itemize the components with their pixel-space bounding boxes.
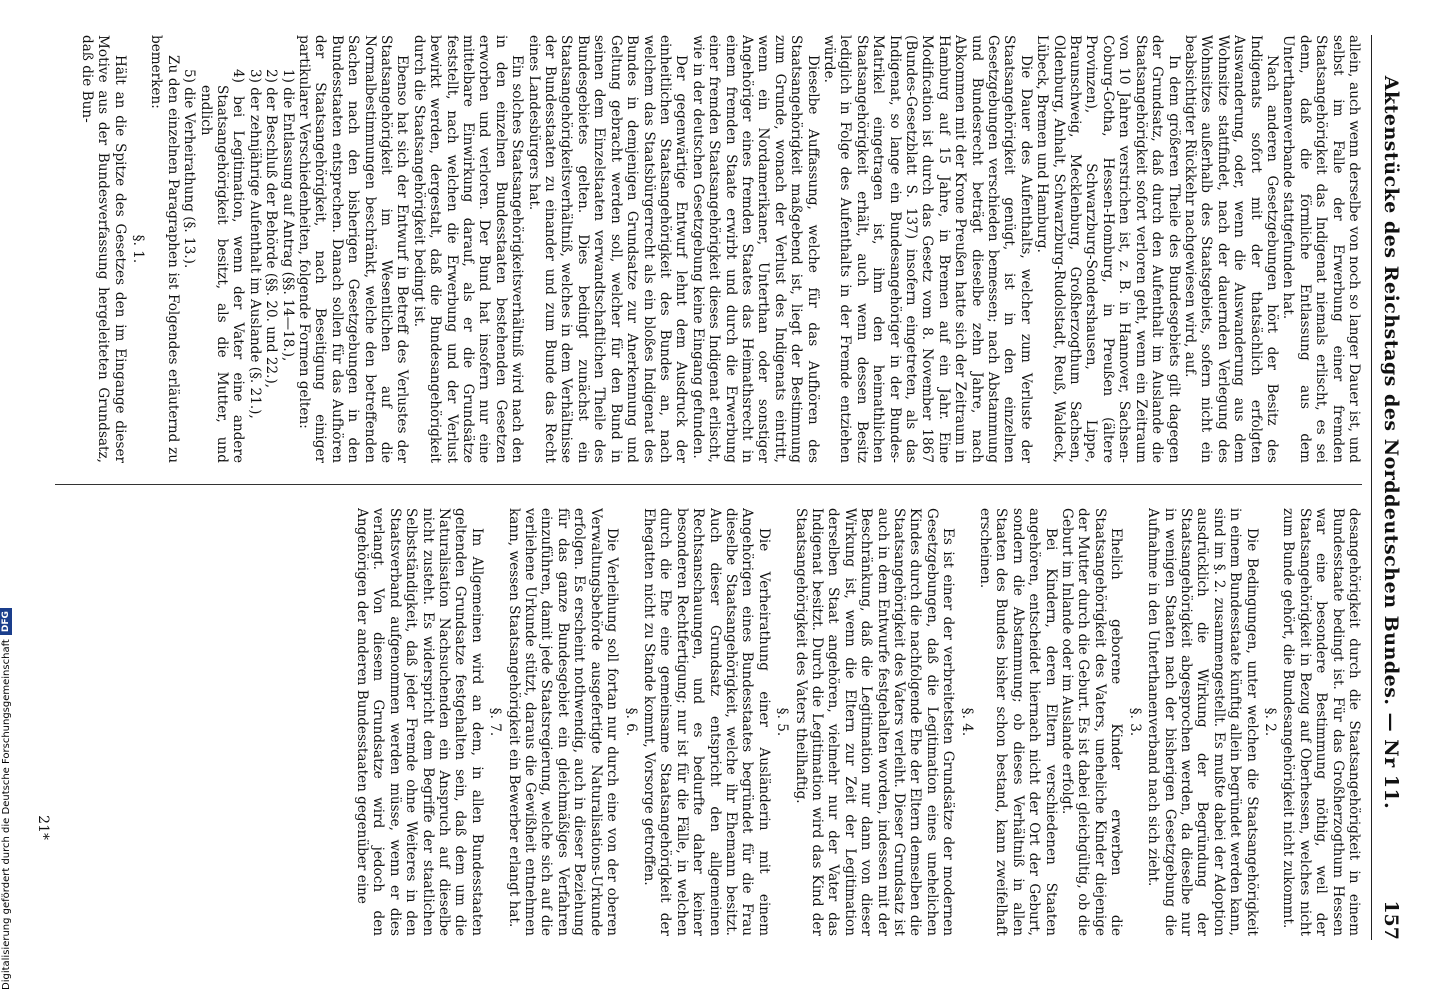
- list-item: 2) der Beschluß der Behörde (§§. 20. und 22.),: [263, 69, 280, 389]
- sheet-signature: 21*: [35, 815, 51, 840]
- column-divider: [55, 484, 1362, 485]
- footer-text: Digitalisierung gefördert durch die Deutsche Forschungsgemeinschaft: [1, 639, 12, 990]
- section-heading: §. 1.: [129, 234, 146, 264]
- left-column: [55, 35, 1362, 463]
- dfg-logo-icon: DFG: [0, 608, 12, 635]
- paragraph: Nach anderen Gesetzgebungen hört der Besitz des Indigenats sofort mit der thatsächlich erfolgten Auswanderung, oder, wenn die Auswanderung aus dem Wohnsitze stattfindet, nach der dauernden Verlegung des Wohnsitzes außerhalb des Staatsgebiets, sofern nicht ein beabsichtigter Rückkehr nachgewiesen wird, auf.: [1181, 35, 1280, 463]
- section-heading: §. 7.: [487, 707, 504, 737]
- page-header: [1378, 35, 1402, 940]
- page-number: 157: [1380, 900, 1402, 940]
- paragraph: Ein solches Staatsangehörigkeitsverhältniß wird nach den in den einzelnen Bundesstaaten bestehenden Gesetzen erworben und verloren. Der Bund hat insofern nur eine mittelbare Einwirkung darauf, als er die Grundsätze feststellt, nach welchen die Erwerbung und der Verlust bewirkt werden, dergestalt, daß die Bundesangehörigkeit durch die Staatsangehörigkeit bedingt ist.: [410, 35, 526, 463]
- section-heading: §. 4.: [958, 707, 975, 737]
- running-title: Aktenstücke des Reichstags des Norddeutschen Bundes. — Nr 11.: [1380, 75, 1402, 810]
- section-heading: §. 3.: [1126, 707, 1143, 737]
- paragraph: Es ist einer der verbreitetsten Grundsätze der modernen Gesetzgebungen, daß die Legitimation eines unehelichen Kindes durch die nachfolgende Ehe der Eltern demselben die Staatsangehörigkeit des Vaters verleiht. Dieser Grundsatz ist auch in dem Entwurfe festgehalten worden, indessen mit der Beschränkung, daß die Legitimation nur dann von dieser Wirkung ist, wenn die Eltern zur Zeit der Legitimation derselben Staat angehören, vielmehr nur der Vater das Indigenat besitzt. Durch die Legitimation wird das Kind der Staatsangehörigkeit des Vaters theilhaftig.: [792, 508, 957, 936]
- paragraph: Im Allgemeinen wird an dem, in allen Bundesstaaten geltenden Grundsatze festgehalten sein, daß dem um die Naturalisation Nachsuchenden ein Anspruch auf dieselbe nicht zusteht. Es widerspricht dem Begriffe der staatlichen Selbstständigkeit, daß jeder Fremde ohne Weiteres in den Staatsverband aufgenommen werden müsse, wenn er dies verlangt. Von diesem Grundsatze wird jedoch den Angehörigen der anderen Bundesstaaten gegenüber eine: [354, 508, 485, 936]
- paragraph: Die Verleihung soll fortan nur durch eine von der oberen Verwaltungsbehörde ausgefertigte Naturalisations-Urkunde erfolgen. Es erscheint nothwendig, auch in dieser Beziehung für das ganze Bundesgebiet ein gleichmäßiges Verfahren einzuführen, damit jede Staatsregierung, welche sich auf die verliehene Urkunde stützt, daraus die Gewißheit entnehmen kann, wessen Staatsangehörigkeit ein Bewerber erlangt hat.: [505, 508, 621, 936]
- paragraph: Hält an die Spitze des Gesetzes den im Eingange dieser Motive aus der Bundesverfassung hergeleiteten Grundsatz, daß die Bun-: [78, 35, 128, 463]
- paragraph: desangehörigkeit durch die Staatsangehörigkeit in einem Bundesstaate bedingt ist. Für das Großherzogthum Hessen war eine besondere Bestimmung nöthig, weil der Staatsangehörigkeit in Bezug auf Oberhessen, welches nicht zum Bunde gehört, die Bundesangehörigkeit nicht zukommt.: [1280, 508, 1362, 936]
- paragraph: Ehelich geborene Kinder erwerben die Staatsangehörigkeit des Vaters, uneheliche Kinder diejenige der Mutter durch die Geburt. Es ist dabei gleichgültig, ob die Geburt im Inlande oder im Auslande erfolgt.: [1059, 508, 1125, 936]
- paragraph: allein, auch wenn derselbe von noch so langer Dauer ist, und selbst im Falle der Erwerbung einer fremden Staatsangehörigkeit das Indigenat niemals erlischt, es sei denn, daß die förmliche Entlassung aus dem Unterthanenverbande stattgefunden hat.: [1280, 35, 1362, 463]
- paragraph: Zu den einzelnen Paragraphen ist Folgendes erläuternd zu bemerken:: [148, 35, 181, 463]
- list-item: 5) die Verheirathung (§. 13.).: [181, 69, 198, 269]
- paragraph: Die Bedingungen, unter welchen die Staatsangehörigkeit in einem Bundesstaate künftig allein begründet werden kann, sind im §. 2. zusammengestellt. Es mußte dabei der Adoption ausdrücklich die Wirkung der Begründung der Staatsangehörigkeit abgesprochen werden, da dieselbe nur in wenigen Staaten nach der bisherigen Gesetzgebung die Aufnahme in den Unterthanenverband nach sich zieht.: [1145, 508, 1260, 936]
- paragraph: In dem größeren Theile des Bundesgebiets gilt dagegen der Grundsatz, daß durch den Aufenthalt im Auslande die Staatsangehörigkeit sofort verloren geht, wenn ein Zeitraum von 10 Jahren verstrichen ist, z. B. in Hannover, Sachsen-Coburg-Gotha, Hessen-Homburg, in Preußen (ältere Provinzen), Schwarzburg-Sondershausen, Lippe, Braunschweig, Mecklenburg, Großherzogthum Sachsen, Oldenburg, Anhalt, Schwarzburg-Rudolstadt, Reuß, Waldeck, Lübeck, Bremen und Hamburg.: [1034, 35, 1182, 463]
- paragraph: Die Dauer des Aufenthalts, welcher zum Verluste der Staatsangehörigkeit genügt, ist in den einzelnen Gesetzgebungen verschieden bemessen; nach Abstammung und Bundesrecht beträgt dieselbe zehn Jahre, nach Abkommen mit der Krone Preußen hatte sich der Zeitraum in Hamburg auf 15 Jahre, in Bremen auf ein Jahr. Eine Modification ist durch das Gesetz vom 8. November 1867 (Bundes-Gesetzblatt S. 137) insofern eingetreten, als das Indigenat, so lange ein Bundesangehöriger in der Bundes-Matrikel eingetragen ist, ihm den heimathlichen Staatsangehörigkeit erhält, auch wenn dessen Besitz lediglich in Folge des Aufenthalts in der Fremde entziehen würde.: [821, 35, 1034, 463]
- digitization-footer: [0, 0, 14, 1000]
- paragraph: Bei Kindern, deren Eltern verschiedenen Staaten angehören, entscheidet hiernach nicht der Ort der Geburt, sondern die Abstammung; ob dieses Verhältniß in allen Staaten des Bundes bisher schon bestand, kann zweifelhaft erscheinen.: [977, 508, 1059, 936]
- list-item: 4) bei Legitimation, wenn der Vater eine andere Staatsangehörigkeit besitzt, als die Mutter, und endlich: [197, 69, 247, 463]
- section-heading: §. 5.: [774, 707, 791, 737]
- paragraph: Der gegenwärtige Entwurf lehnt dem Ausdruck der einheitlichen Staatsangehörigkeit des Bundes an, nach welchem das Staatsbürgerrecht als ein bloßes Indigenat des Bundes in demjenigen Grundsatze zur Anerkennung und Geltung gebracht werden soll, welcher für den Bund in seinen dem Einzelstaaten verwandtschaftlichen Theile des Bundesgebietes gelten. Dies bedingt zunächst ein Staatsangehörigkeitsverhältniß, welches in dem Verhältnisse der Bundesstaaten zu einander und zum Bunde das Recht eines Landesbürgers hat.: [525, 35, 690, 463]
- right-column: [55, 508, 1362, 936]
- paragraph: Die Verheirathung einer Ausländerin mit einem Angehörigen eines Bundesstaates begründet für die Frau dieselbe Staatsangehörigkeit, welche ihr Ehemann besitzt. Auch dieser Grundsatz entspricht den allgemeinen Rechtsanschauungen, und es bedurfte daher keiner besonderen Rechtfertigung; nur ist für die Fälle, in welchen durch die Ehe eine gemeinsame Staatsangehörigkeit der Ehegatten nicht zu Stande kommt, Vorsorge getroffen.: [640, 508, 772, 936]
- paragraph: Dieselbe Auffassung, welche für das Aufhören des Staatsangehörigkeit maßgebend ist, liegt der Bestimmung zum Grunde, wonach der Verlust des Indigenats eintritt, wenn ein Nordamerikaner, Unterthan oder sonstiger Angehöriger eines fremden Staates das Heimathsrecht in einem fremden Staate erwirbt und durch die Erwerbung einer fremden Staatsangehörigkeit dieses Indigenat erlischt, wie in der deutschen Gesetzgebung keine Eingang gefunden.: [689, 35, 821, 463]
- list-item: 1) die Entlassung auf Antrag (§§. 14—18.),: [279, 69, 296, 362]
- list-item: 3) der zehnjährige Aufenthalt im Auslande (§. 21.),: [246, 69, 263, 419]
- section-heading: §. 6.: [622, 707, 639, 737]
- header-rule: [1371, 35, 1372, 940]
- paragraph: Ebenso hat sich der Entwurf in Betreff des Verlustes der Staatsangehörigkeit im Wesentlichen auf die Normalbestimmungen beschränkt, welche den betreffenden Sachen nach den bisherigen Gesetzgebungen in den Bundesstaaten entsprechen. Danach sollen für das Aufhören der Staatsangehörigkeit, nach Beseitigung einiger partikularer Verschiedenheiten, folgende Formen gelten:: [296, 35, 411, 463]
- section-heading: §. 2.: [1261, 707, 1278, 737]
